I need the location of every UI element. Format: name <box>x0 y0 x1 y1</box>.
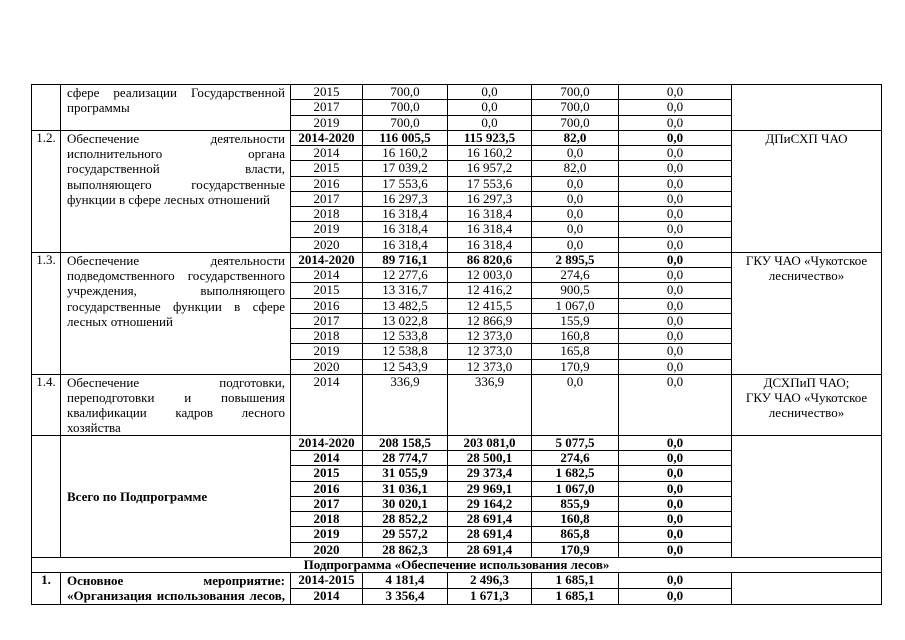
amount-cell: 160,8 <box>532 329 619 344</box>
year-cell: 2015 <box>291 283 363 298</box>
amount-cell: 0,0 <box>619 359 732 374</box>
amount-cell: 0,0 <box>619 191 732 206</box>
responsible-cell <box>732 130 882 252</box>
amount-cell: 0,0 <box>532 146 619 161</box>
amount-cell: 29 969,1 <box>448 481 532 496</box>
amount-cell: 12 866,9 <box>448 313 532 328</box>
amount-cell: 31 036,1 <box>363 481 448 496</box>
amount-cell: 0,0 <box>619 222 732 237</box>
year-cell: 2016 <box>291 298 363 313</box>
amount-cell: 16 318,4 <box>363 237 448 252</box>
year-cell: 2017 <box>291 100 363 115</box>
amount-cell: 0,0 <box>619 283 732 298</box>
amount-cell: 0,0 <box>619 115 732 130</box>
amount-cell: 28 774,7 <box>363 451 448 466</box>
amount-cell: 1 671,3 <box>448 588 532 604</box>
year-cell: 2019 <box>291 115 363 130</box>
amount-cell: 12 373,0 <box>448 359 532 374</box>
amount-cell: 0,0 <box>619 512 732 527</box>
table-row <box>32 573 882 589</box>
amount-cell: 700,0 <box>532 100 619 115</box>
amount-cell: 0,0 <box>619 207 732 222</box>
year-cell: 2014 <box>291 451 363 466</box>
program-table <box>31 84 882 605</box>
amount-cell: 160,8 <box>532 512 619 527</box>
amount-cell: 203 081,0 <box>448 435 532 450</box>
amount-cell: 0,0 <box>619 481 732 496</box>
description-line: «Организация использования лесов, <box>67 588 285 604</box>
year-cell: 2019 <box>291 344 363 359</box>
year-cell: 2014 <box>291 588 363 604</box>
responsible-cell <box>732 252 882 374</box>
year-cell: 2018 <box>291 207 363 222</box>
amount-cell: 0,0 <box>532 222 619 237</box>
amount-cell: 0,0 <box>619 573 732 589</box>
description-line: квалификации кадров лесного <box>67 404 285 420</box>
amount-cell: 0,0 <box>532 374 619 435</box>
amount-cell: 336,9 <box>363 374 448 435</box>
item-number-cell: 1. <box>32 573 61 605</box>
amount-cell: 13 316,7 <box>363 283 448 298</box>
amount-cell: 0,0 <box>448 115 532 130</box>
year-cell: 2015 <box>291 466 363 481</box>
amount-cell: 16 297,3 <box>448 191 532 206</box>
amount-cell: 13 022,8 <box>363 313 448 328</box>
item-description <box>61 252 291 374</box>
amount-cell: 165,8 <box>532 344 619 359</box>
table-row <box>32 252 882 267</box>
amount-cell: 12 415,5 <box>448 298 532 313</box>
description-line: государственные функции в сфере <box>67 298 285 314</box>
amount-cell: 16 318,4 <box>448 207 532 222</box>
responsible-line: ДПиСХП ЧАО <box>765 130 848 146</box>
amount-cell: 0,0 <box>619 161 732 176</box>
amount-cell: 0,0 <box>619 588 732 604</box>
amount-cell: 82,0 <box>532 130 619 145</box>
amount-cell: 16 957,2 <box>448 161 532 176</box>
description-line: переподготовки и повышения <box>67 389 285 405</box>
amount-cell: 16 297,3 <box>363 191 448 206</box>
amount-cell: 1 067,0 <box>532 481 619 496</box>
amount-cell: 700,0 <box>363 100 448 115</box>
year-cell: 2014-2020 <box>291 252 363 267</box>
amount-cell: 12 416,2 <box>448 283 532 298</box>
amount-cell: 0,0 <box>619 85 732 100</box>
amount-cell: 0,0 <box>619 130 732 145</box>
amount-cell: 17 039,2 <box>363 161 448 176</box>
responsible-line: лесничество» <box>768 404 845 420</box>
description-line: лесных отношений <box>67 313 173 329</box>
amount-cell: 700,0 <box>532 85 619 100</box>
amount-cell: 0,0 <box>448 100 532 115</box>
amount-cell: 13 482,5 <box>363 298 448 313</box>
amount-cell: 17 553,6 <box>448 176 532 191</box>
amount-cell: 0,0 <box>619 313 732 328</box>
description-line: Основное мероприятие: <box>67 573 285 588</box>
amount-cell: 1 067,0 <box>532 298 619 313</box>
amount-cell: 0,0 <box>619 344 732 359</box>
year-cell: 2015 <box>291 85 363 100</box>
year-cell: 2018 <box>291 512 363 527</box>
year-cell: 2014-2020 <box>291 435 363 450</box>
amount-cell: 170,9 <box>532 542 619 557</box>
amount-cell: 0,0 <box>619 100 732 115</box>
description-line: исполнительного органа <box>67 146 285 161</box>
amount-cell: 0,0 <box>619 237 732 252</box>
item-description <box>61 130 291 252</box>
year-cell: 2014-2015 <box>291 573 363 589</box>
responsible-line: ДСХПиП ЧАО; <box>763 374 850 390</box>
amount-cell: 0,0 <box>619 329 732 344</box>
year-cell: 2019 <box>291 222 363 237</box>
amount-cell: 28 852,2 <box>363 512 448 527</box>
amount-cell: 1 682,5 <box>532 466 619 481</box>
amount-cell: 16 318,4 <box>448 237 532 252</box>
amount-cell: 12 003,0 <box>448 268 532 283</box>
amount-cell: 2 496,3 <box>448 573 532 589</box>
amount-cell: 115 923,5 <box>448 130 532 145</box>
amount-cell: 28 691,4 <box>448 512 532 527</box>
amount-cell: 274,6 <box>532 268 619 283</box>
amount-cell: 700,0 <box>363 115 448 130</box>
amount-cell: 700,0 <box>363 85 448 100</box>
item-number-cell <box>32 435 61 557</box>
amount-cell: 0,0 <box>532 176 619 191</box>
table-row <box>32 435 882 450</box>
amount-cell: 0,0 <box>619 252 732 267</box>
year-cell: 2018 <box>291 329 363 344</box>
amount-cell: 28 691,4 <box>448 527 532 542</box>
amount-cell: 12 543,9 <box>363 359 448 374</box>
amount-cell: 855,9 <box>532 496 619 511</box>
amount-cell: 12 277,6 <box>363 268 448 283</box>
subprogram-total-label: Всего по Подпрограмме <box>61 435 291 557</box>
amount-cell: 89 716,1 <box>363 252 448 267</box>
year-cell: 2020 <box>291 359 363 374</box>
amount-cell: 28 691,4 <box>448 542 532 557</box>
amount-cell: 0,0 <box>619 176 732 191</box>
amount-cell: 0,0 <box>619 146 732 161</box>
amount-cell: 31 055,9 <box>363 466 448 481</box>
responsible-cell <box>732 374 882 435</box>
amount-cell: 155,9 <box>532 313 619 328</box>
responsible-cell <box>732 435 882 557</box>
amount-cell: 16 318,4 <box>448 222 532 237</box>
amount-cell: 29 557,2 <box>363 527 448 542</box>
amount-cell: 16 160,2 <box>363 146 448 161</box>
amount-cell: 1 685,1 <box>532 573 619 589</box>
year-cell: 2014 <box>291 374 363 435</box>
year-cell: 2016 <box>291 176 363 191</box>
item-description <box>61 573 291 605</box>
description-line: учреждения, выполняющего <box>67 283 285 299</box>
description-line: выполняющего государственные <box>67 176 285 192</box>
description-line: Обеспечение деятельности <box>67 252 285 268</box>
amount-cell: 0,0 <box>532 191 619 206</box>
amount-cell: 12 373,0 <box>448 329 532 344</box>
amount-cell: 0,0 <box>619 542 732 557</box>
amount-cell: 16 318,4 <box>363 222 448 237</box>
amount-cell: 12 373,0 <box>448 344 532 359</box>
item-number-cell: 1.2. <box>32 130 61 252</box>
year-cell: 2019 <box>291 527 363 542</box>
year-cell: 2020 <box>291 542 363 557</box>
amount-cell: 28 500,1 <box>448 451 532 466</box>
year-cell: 2014 <box>291 268 363 283</box>
responsible-line: ГКУ ЧАО «Чукотское <box>745 389 868 405</box>
amount-cell: 0,0 <box>532 207 619 222</box>
amount-cell: 1 685,1 <box>532 588 619 604</box>
amount-cell: 0,0 <box>619 466 732 481</box>
amount-cell: 700,0 <box>532 115 619 130</box>
responsible-line: ГКУ ЧАО «Чукотское <box>745 252 868 268</box>
table-row <box>32 130 882 145</box>
amount-cell: 2 895,5 <box>532 252 619 267</box>
table-row <box>32 557 882 572</box>
amount-cell: 116 005,5 <box>363 130 448 145</box>
year-cell: 2014 <box>291 146 363 161</box>
amount-cell: 12 533,8 <box>363 329 448 344</box>
amount-cell: 86 820,6 <box>448 252 532 267</box>
description-line: функции в сфере лесных отношений <box>67 191 270 207</box>
item-description <box>61 85 291 131</box>
description-line: подведомственного государственного <box>67 268 285 283</box>
description-line: Обеспечение подготовки, <box>67 374 285 390</box>
amount-cell: 208 158,5 <box>363 435 448 450</box>
item-description <box>61 374 291 435</box>
amount-cell: 170,9 <box>532 359 619 374</box>
year-cell: 2014-2020 <box>291 130 363 145</box>
description-line: хозяйства <box>67 419 121 435</box>
amount-cell: 0,0 <box>619 298 732 313</box>
year-cell: 2020 <box>291 237 363 252</box>
description-line: сфере реализации Государственной <box>67 85 285 100</box>
item-number-cell: 1.3. <box>32 252 61 374</box>
table-row <box>32 374 882 435</box>
item-number-cell: 1.4. <box>32 374 61 435</box>
amount-cell: 0,0 <box>448 85 532 100</box>
amount-cell: 17 553,6 <box>363 176 448 191</box>
amount-cell: 16 160,2 <box>448 146 532 161</box>
amount-cell: 4 181,4 <box>363 573 448 589</box>
item-number-cell <box>32 85 61 131</box>
year-cell: 2017 <box>291 191 363 206</box>
amount-cell: 0,0 <box>619 527 732 542</box>
responsible-cell <box>732 573 882 605</box>
responsible-cell <box>732 85 882 131</box>
amount-cell: 0,0 <box>619 496 732 511</box>
amount-cell: 0,0 <box>619 268 732 283</box>
amount-cell: 5 077,5 <box>532 435 619 450</box>
year-cell: 2016 <box>291 481 363 496</box>
amount-cell: 0,0 <box>532 237 619 252</box>
year-cell: 2017 <box>291 313 363 328</box>
amount-cell: 29 164,2 <box>448 496 532 511</box>
description-line: Обеспечение деятельности <box>67 130 285 146</box>
table-row <box>32 85 882 100</box>
amount-cell: 900,5 <box>532 283 619 298</box>
amount-cell: 336,9 <box>448 374 532 435</box>
description-line: государственной власти, <box>67 161 285 177</box>
amount-cell: 82,0 <box>532 161 619 176</box>
amount-cell: 30 020,1 <box>363 496 448 511</box>
amount-cell: 12 538,8 <box>363 344 448 359</box>
description-line: программы <box>67 100 130 116</box>
amount-cell: 3 356,4 <box>363 588 448 604</box>
amount-cell: 274,6 <box>532 451 619 466</box>
amount-cell: 865,8 <box>532 527 619 542</box>
year-cell: 2017 <box>291 496 363 511</box>
amount-cell: 0,0 <box>619 435 732 450</box>
amount-cell: 28 862,3 <box>363 542 448 557</box>
responsible-line: лесничество» <box>768 268 845 283</box>
amount-cell: 0,0 <box>619 451 732 466</box>
year-cell: 2015 <box>291 161 363 176</box>
subprogram-title: Подпрограмма «Обеспечение использования лесов» <box>32 557 882 572</box>
amount-cell: 0,0 <box>619 374 732 435</box>
amount-cell: 29 373,4 <box>448 466 532 481</box>
amount-cell: 16 318,4 <box>363 207 448 222</box>
